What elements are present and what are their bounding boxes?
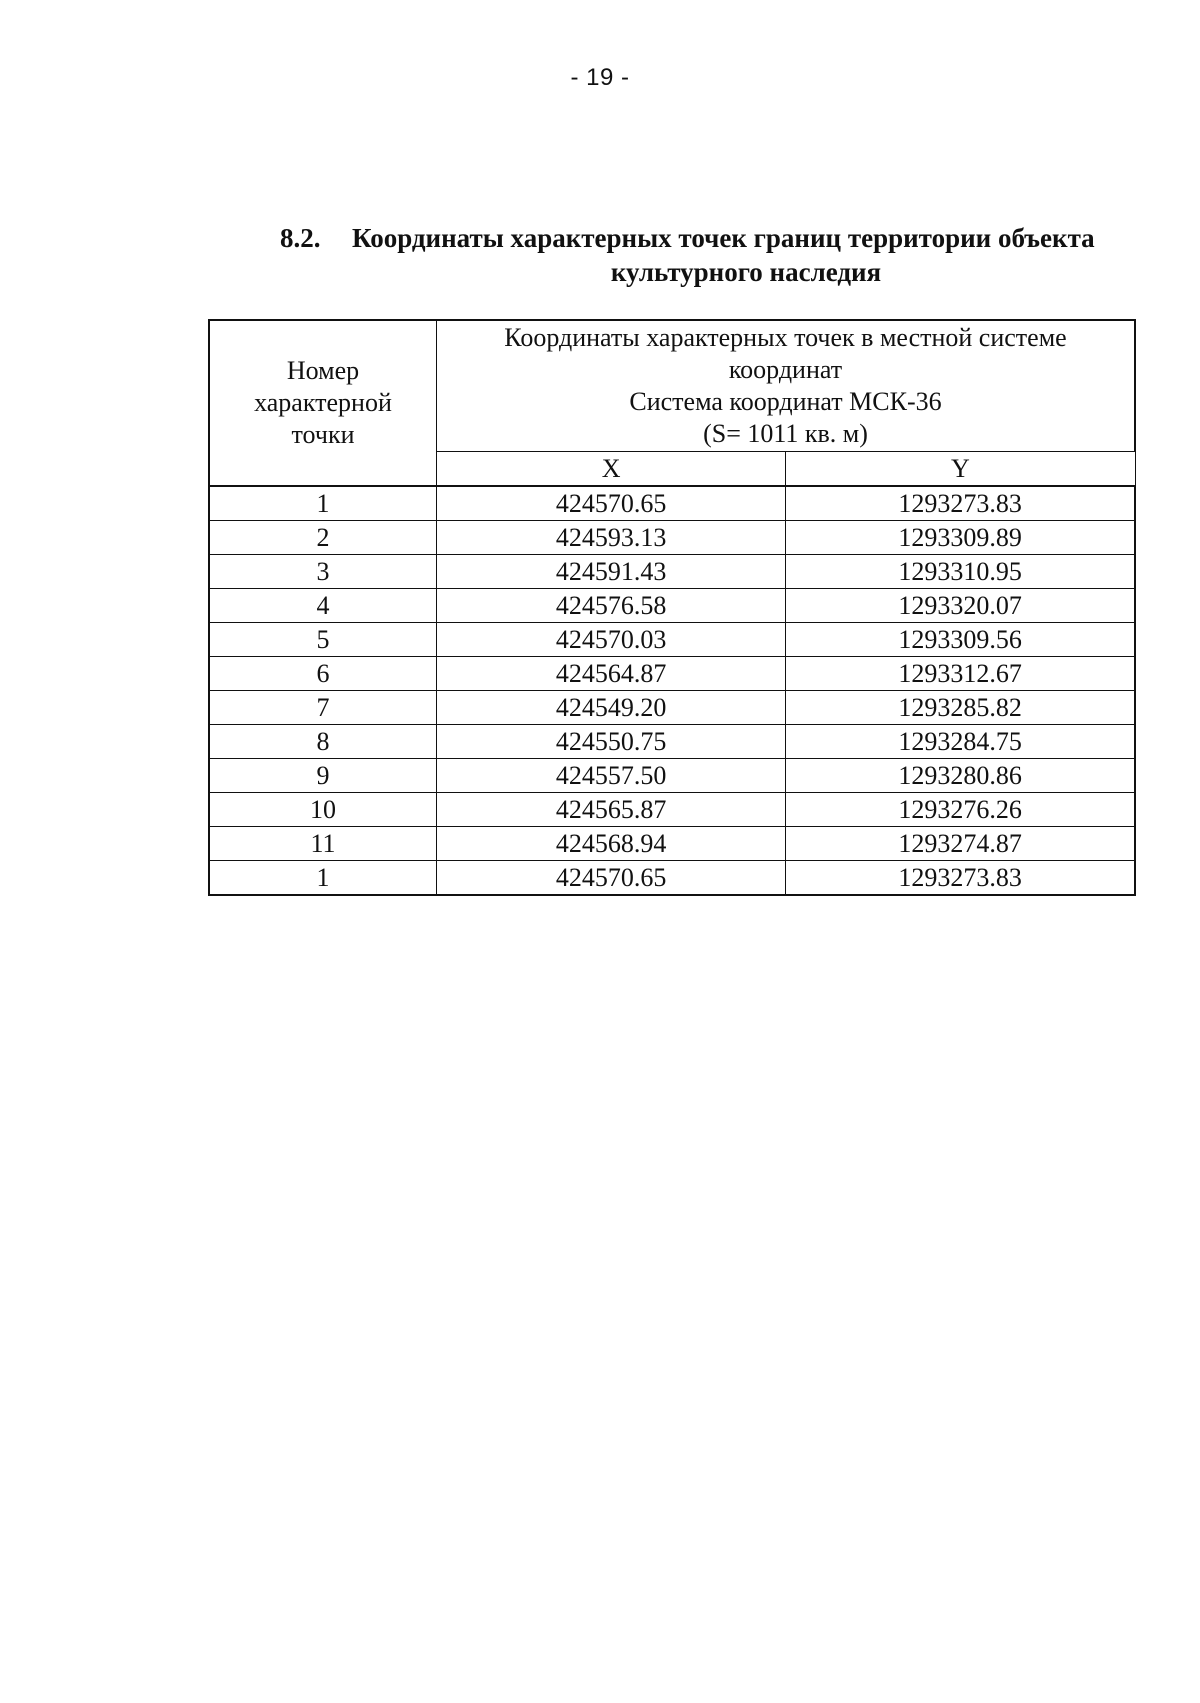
section-title-text: Координаты характерных точек границ территории объекта bbox=[352, 223, 1095, 253]
point-number-cell: 5 bbox=[209, 623, 437, 657]
table-row bbox=[209, 521, 1135, 555]
header-point-line: точки bbox=[291, 420, 355, 449]
y-coordinate-cell: 1293284.75 bbox=[786, 725, 1135, 759]
table-header-row bbox=[209, 320, 1135, 452]
point-number-cell: 1 bbox=[209, 486, 437, 521]
x-coordinate-cell: 424593.13 bbox=[437, 521, 786, 555]
point-number-cell: 11 bbox=[209, 827, 437, 861]
point-number-cell: 7 bbox=[209, 691, 437, 725]
point-number-cell: 8 bbox=[209, 725, 437, 759]
table-row bbox=[209, 861, 1135, 896]
point-number-cell: 1 bbox=[209, 861, 437, 896]
y-coordinate-cell: 1293274.87 bbox=[786, 827, 1135, 861]
header-coordinates bbox=[437, 320, 1136, 452]
section-title-line1 bbox=[280, 220, 1140, 256]
table-row bbox=[209, 623, 1135, 657]
y-coordinate-cell: 1293276.26 bbox=[786, 793, 1135, 827]
section-title-line2: культурного наследия bbox=[610, 257, 882, 287]
x-coordinate-cell: 424557.50 bbox=[437, 759, 786, 793]
header-coords-line: (S= 1011 кв. м) bbox=[703, 419, 868, 448]
header-coords-line: координат bbox=[728, 355, 843, 384]
header-y: Y bbox=[786, 452, 1135, 487]
y-coordinate-cell: 1293309.56 bbox=[786, 623, 1135, 657]
point-number-cell: 2 bbox=[209, 521, 437, 555]
y-coordinate-cell: 1293310.95 bbox=[786, 555, 1135, 589]
y-coordinate-cell: 1293285.82 bbox=[786, 691, 1135, 725]
table-row bbox=[209, 486, 1135, 521]
x-coordinate-cell: 424591.43 bbox=[437, 555, 786, 589]
x-coordinate-cell: 424570.65 bbox=[437, 861, 786, 896]
header-point-line: Номер bbox=[286, 356, 360, 385]
y-coordinate-cell: 1293320.07 bbox=[786, 589, 1135, 623]
point-number-cell: 4 bbox=[209, 589, 437, 623]
page-number: - 19 - bbox=[570, 64, 630, 91]
table-row bbox=[209, 827, 1135, 861]
header-x: X bbox=[437, 452, 786, 487]
section-number: 8.2. bbox=[280, 223, 321, 253]
point-number-cell: 10 bbox=[209, 793, 437, 827]
table-row bbox=[209, 691, 1135, 725]
x-coordinate-cell: 424568.94 bbox=[437, 827, 786, 861]
point-number-cell: 6 bbox=[209, 657, 437, 691]
x-coordinate-cell: 424550.75 bbox=[437, 725, 786, 759]
table-header bbox=[209, 320, 1135, 486]
y-coordinate-cell: 1293280.86 bbox=[786, 759, 1135, 793]
y-coordinate-cell: 1293273.83 bbox=[786, 861, 1135, 896]
header-coords-line: Система координат МСК-36 bbox=[629, 387, 942, 416]
x-coordinate-cell: 424570.65 bbox=[437, 486, 786, 521]
table-row bbox=[209, 555, 1135, 589]
x-coordinate-cell: 424549.20 bbox=[437, 691, 786, 725]
table-row bbox=[209, 759, 1135, 793]
y-coordinate-cell: 1293312.67 bbox=[786, 657, 1135, 691]
table-row bbox=[209, 589, 1135, 623]
header-point-number bbox=[209, 320, 437, 486]
table-row bbox=[209, 657, 1135, 691]
section-title bbox=[280, 220, 1140, 290]
x-coordinate-cell: 424564.87 bbox=[437, 657, 786, 691]
table-body bbox=[209, 486, 1135, 895]
x-coordinate-cell: 424565.87 bbox=[437, 793, 786, 827]
table-row bbox=[209, 725, 1135, 759]
header-point-line: характерной bbox=[254, 388, 392, 417]
header-coords-line: Координаты характерных точек в местной системе bbox=[504, 323, 1067, 352]
point-number-cell: 9 bbox=[209, 759, 437, 793]
coordinates-table bbox=[208, 319, 1136, 896]
point-number-cell: 3 bbox=[209, 555, 437, 589]
x-coordinate-cell: 424570.03 bbox=[437, 623, 786, 657]
table-row bbox=[209, 793, 1135, 827]
y-coordinate-cell: 1293273.83 bbox=[786, 486, 1135, 521]
y-coordinate-cell: 1293309.89 bbox=[786, 521, 1135, 555]
x-coordinate-cell: 424576.58 bbox=[437, 589, 786, 623]
